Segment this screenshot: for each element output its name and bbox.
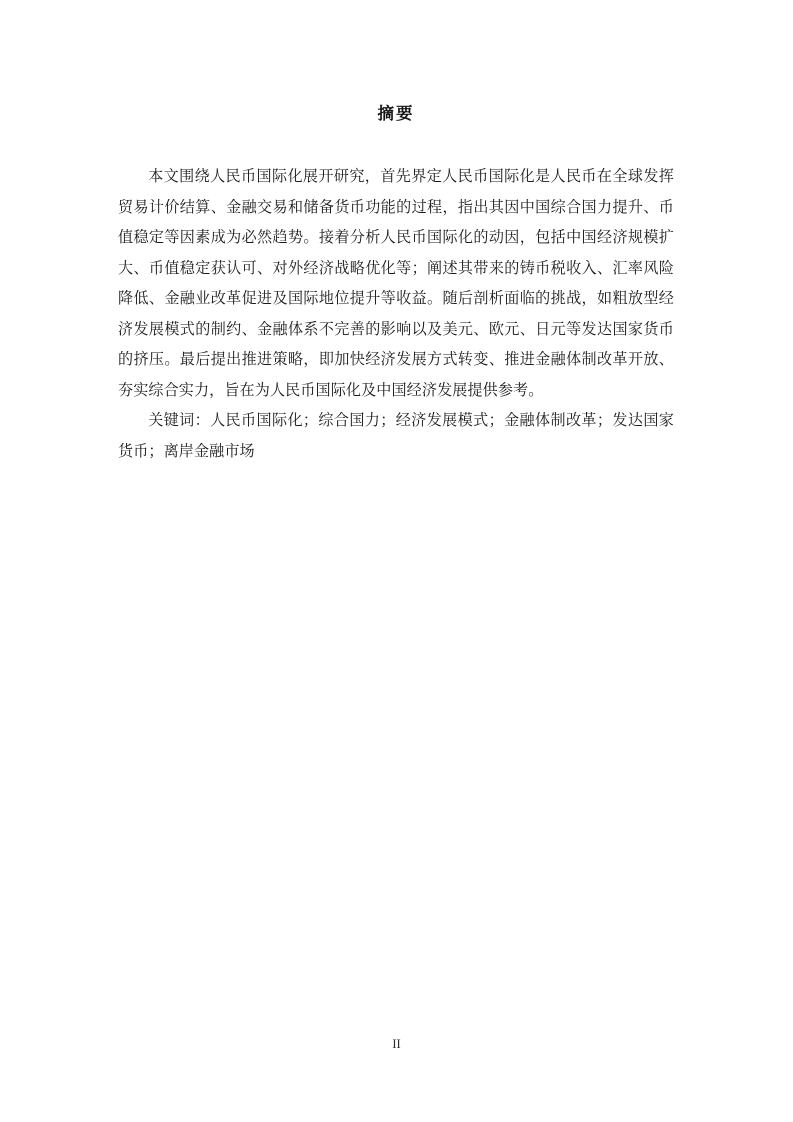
abstract-section — [118, 100, 674, 467]
keywords-line: 关键词：人民币国际化；综合国力；经济发展模式；金融体制改革；发达国家货币；离岸金融市场 — [118, 413, 674, 460]
page-number: II — [392, 1037, 401, 1051]
abstract-paragraph: 本文围绕人民币国际化展开研究，首先界定人民币国际化是人民币在全球发挥贸易计价结算、金融交易和储备货币功能的过程，指出其因中国综合国力提升、币值稳定等因素成为必然趋势。接着分析人民币国际化的动因，包括中国经济规模扩大、币值稳定获认可、对外经济战略优化等；阐述其带来的铸币税收入、汇率风险降低、金融业改革促进及国际地位提升等收益。随后剖析面临的挑战，如粗放型经济发展模式的制约、金融体系不完善的影响以及美元、欧元、日元等发达国家货币的挤压。最后提出推进策略，即加快经济发展方式转变、推进金融体制改革开放、夯实综合实力，旨在为人民币国际化及中国经济发展提供参考。 — [118, 169, 674, 399]
page-title: 摘要 — [377, 104, 415, 123]
